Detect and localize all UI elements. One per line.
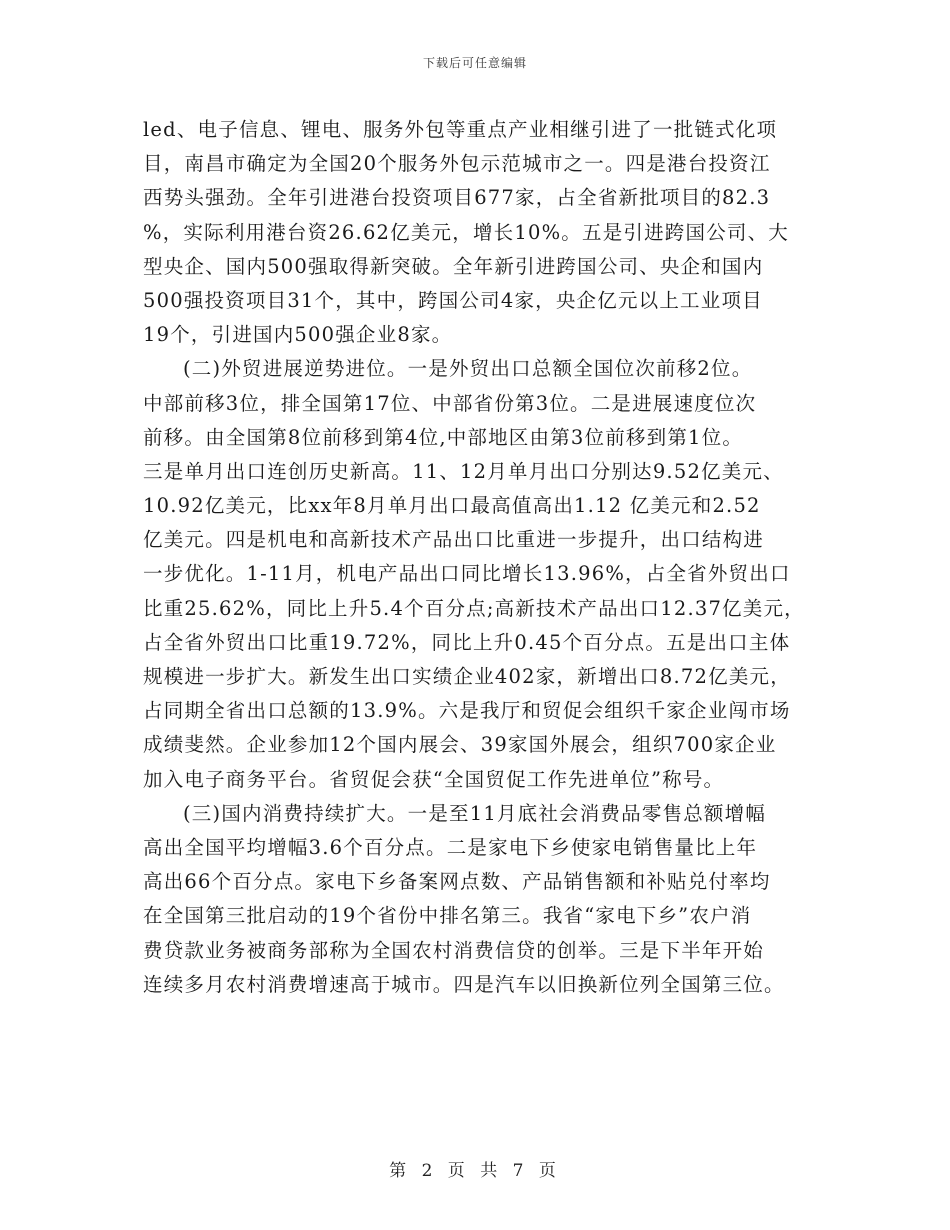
text-line: 三是单月出口连创历史新高。11、12月单月出口分别达9.52亿美元、 xyxy=(143,459,784,483)
text-line: %，实际利用港台资26.62亿美元，增长10%。五是引进跨国公司、大 xyxy=(143,220,789,244)
section-heading-line: (三)国内消费持续扩大。一是至11月底社会消费品零售总额增幅 xyxy=(183,801,767,825)
text-line: 占同期全省出口总额的13.9%。六是我厅和贸促会组织千家企业闯市场 xyxy=(143,699,791,723)
text-line: 前移。由全国第8位前移到第4位,中部地区由第3位前移到第1位。 xyxy=(143,425,744,449)
text-line: 目，南昌市确定为全国20个服务外包示范城市之一。四是港台投资江 xyxy=(143,152,771,176)
page-footer: 第 2 页 共 7 页 xyxy=(389,1161,561,1181)
text-line: 规模进一步扩大。新发生出口实绩企业402家，新增出口8.72亿美元， xyxy=(143,665,791,688)
text-line: 西势头强劲。全年引进港台投资项目677家，占全省新批项目的82.3 xyxy=(143,186,771,210)
document-body xyxy=(143,113,815,1002)
text-line: 亿美元。四是机电和高新技术产品出口比重进一步提升，出口结构进 xyxy=(143,528,765,552)
section-heading-line: (二)外贸进展逆势进位。一是外贸出口总额全国位次前移2位。 xyxy=(183,357,753,381)
text-line: 高出66个百分点。家电下乡备案网点数、产品销售额和补贴兑付率均 xyxy=(143,870,771,894)
text-line: 10.92亿美元，比xx年8月单月出口最高值高出1.12 亿美元和2.52 xyxy=(143,494,761,518)
text-line: 加入电子商务平台。省贸促会获“全国贸促工作先进单位”称号。 xyxy=(143,767,725,791)
text-line: 500强投资项目31个，其中，跨国公司4家，央企亿元以上工业项目 xyxy=(143,288,763,312)
text-line: 中部前移3位，排全国第17位、中部省份第3位。二是进展速度位次 xyxy=(143,391,757,415)
page-header: 下载后可任意编辑 xyxy=(422,56,527,70)
text-line: 成绩斐然。企业参加12个国内展会、39家国外展会，组织700家企业 xyxy=(143,733,777,757)
text-line: 费贷款业务被商务部称为全国农村消费信贷的创举。三是下半年开始 xyxy=(143,938,765,962)
text-line: 占全省外贸出口比重19.72%，同比上升0.45个百分点。五是出口主体 xyxy=(143,630,791,654)
text-line: 19个，引进国内500强企业8家。 xyxy=(143,323,453,347)
text-line: 连续多月农村消费增速高于城市。四是汽车以旧换新位列全国第三位。 xyxy=(143,972,785,996)
text-line: 型央企、国内500强取得新突破。全年新引进跨国公司、央企和国内 xyxy=(143,254,764,278)
text-line: 高出全国平均增幅3.6个百分点。二是家电下乡使家电销售量比上年 xyxy=(143,835,758,859)
text-line: led、电子信息、锂电、服务外包等重点产业相继引进了一批链式化项 xyxy=(143,118,778,141)
text-line: 一步优化。1-11月，机电产品出口同比增长13.96%，占全省外贸出口 xyxy=(143,562,791,586)
text-line: 比重25.62%，同比上升5.4个百分点;高新技术产品出口12.37亿美元， xyxy=(143,596,805,620)
text-line: 在全国第三批启动的19个省份中排名第三。我省“家电下乡”农户消 xyxy=(143,904,752,928)
